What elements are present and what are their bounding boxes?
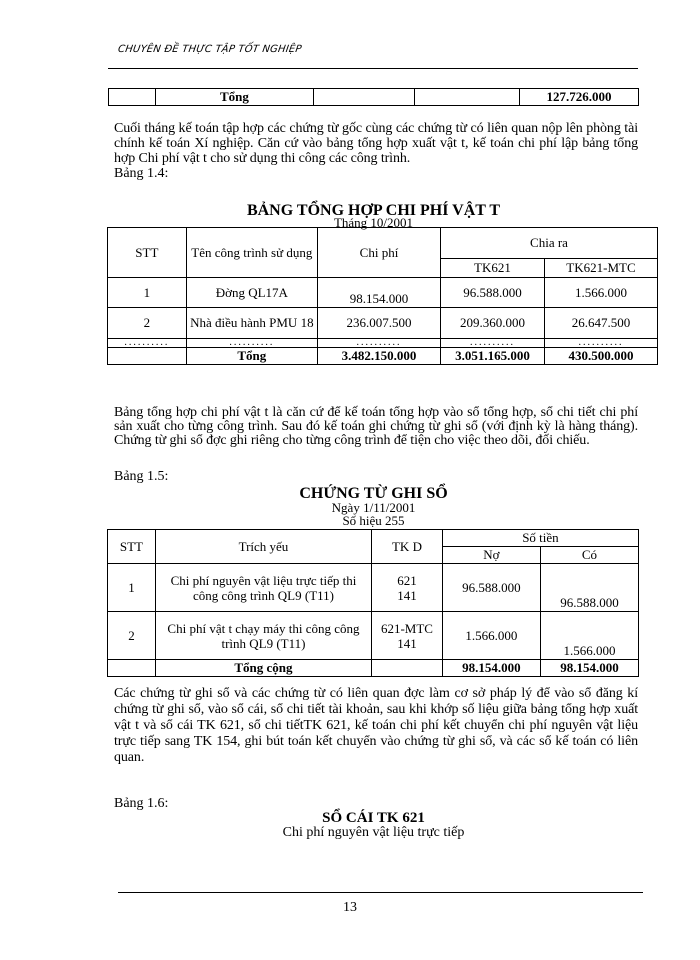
row-stt: 1 — [108, 564, 156, 612]
row-tk621: 96.588.000 — [441, 278, 545, 308]
table-row — [108, 278, 658, 308]
table-1-5 — [107, 529, 639, 677]
total-cost: 3.482.150.000 — [317, 348, 440, 365]
table-1-5-title: CHỨNG TỪ GHI SỔ — [299, 485, 448, 502]
header-stt: STT — [108, 228, 187, 278]
header-no: Nợ — [442, 547, 540, 564]
header-rule — [108, 68, 638, 69]
header-desc: Trích yếu — [155, 530, 371, 564]
dots-row — [108, 339, 658, 348]
page-header-title: CHUYÊN ĐỀ THỰC TẬP TỐT NGHIỆP — [117, 44, 303, 55]
row-cost: 98.154.000 — [317, 278, 440, 308]
total-label: Tổng — [186, 348, 317, 365]
dots-cell: .......... — [186, 339, 317, 348]
paragraph-1: Cuối tháng kế toán tập hợp các chứng từ gốc cùng các chứng từ có liên quan nộp lên phòng tài chính kế toán Xí nghiệp. Căn cứ vào bảng tổng hợp xuất vật t, kế toán chi phí lập bảng tổng hợp Chi phí vật t cho sử dụng thi công các công trình. — [114, 121, 638, 166]
total-row — [108, 660, 639, 677]
row-no: 96.588.000 — [442, 564, 540, 612]
header-co: Có — [540, 547, 638, 564]
row-no: 1.566.000 — [442, 612, 540, 660]
header-name: Tên công trình sử dụng — [186, 228, 317, 278]
caption-table-1-4: Bảng 1.4: — [114, 166, 169, 181]
row-stt: 1 — [108, 278, 187, 308]
total-label: Tổng cộng — [155, 660, 371, 677]
ledger-title: SỔ CÁI TK 621 — [322, 810, 425, 826]
dots-cell: .......... — [317, 339, 440, 348]
header-stt: STT — [108, 530, 156, 564]
row-co: 1.566.000 — [540, 612, 638, 660]
row-tk-b: 141 — [397, 635, 417, 651]
ledger-subtitle: Chi phí nguyên vật liệu trực tiếp — [282, 825, 465, 840]
header-tk621: TK621 — [441, 259, 545, 278]
table-1-4-title: BẢNG TỔNG HỢP CHI PHÍ VẬT T — [246, 202, 501, 219]
total-co: 98.154.000 — [540, 660, 638, 677]
table-1-5-date: Ngày 1/11/2001 — [331, 500, 416, 515]
dots-cell: .......... — [544, 339, 657, 348]
paragraph-3: Các chứng từ ghi sổ và các chứng từ có liên quan đợc làm cơ sở pháp lý để vào sổ đăng kí chứng từ ghi sổ, vào sổ cái, sổ chi tiết tài khoản, sau khi khớp số liệu giữa bảng tổng hợp xuất vật t và sổ cái TK 621, sổ chi tiếtTK 621, kế toán chi phí kết chuyển chi phí nguyên vật liệu trực tiếp sang TK 154, ghi bút toán kết chuyển vào chứng từ ghi sổ, và các sổ kế toán có liên quan. — [114, 686, 638, 765]
row-tk621: 209.360.000 — [441, 308, 545, 339]
footer-rule — [118, 892, 643, 893]
total-row — [108, 348, 658, 365]
row-tk621mtc: 1.566.000 — [544, 278, 657, 308]
row-tk-a: 621 — [397, 572, 417, 588]
caption-table-1-5: Bảng 1.5: — [114, 469, 169, 484]
row-tk — [372, 564, 443, 612]
row-desc: Chi phí nguyên vật liệu trực tiếp thi công công trình QL9 (T11) — [155, 564, 371, 612]
row-name: Nhà điều hành PMU 18 — [186, 308, 317, 339]
header-amount: Số tiền — [442, 530, 638, 547]
row-name: Đờng QL17A — [186, 278, 317, 308]
row-stt: 2 — [108, 612, 156, 660]
row-stt: 2 — [108, 308, 187, 339]
row-tk621mtc: 26.647.500 — [544, 308, 657, 339]
header-split: Chia ra — [441, 228, 658, 259]
top-total-label: Tổng — [156, 89, 313, 106]
paragraph-2: Bảng tổng hợp chi phí vật t là căn cứ để kế toán tổng hợp vào sổ tổng hợp, sổ chi tiết chi phí sản xuất cho từng công trình. Sau đó kế toán ghi chứng từ ghi sổ (với định kỳ là hàng tháng). Chứng từ ghi sổ đợc ghi riêng cho từng công trình để tiện cho việc theo dõi, đối chiếu. — [114, 405, 638, 448]
total-tk621: 3.051.165.000 — [441, 348, 545, 365]
table-1-4 — [107, 227, 658, 365]
row-tk-a: 621-MTC — [380, 620, 433, 636]
total-tk621mtc: 430.500.000 — [544, 348, 657, 365]
dots-cell: .......... — [108, 339, 187, 348]
row-cost: 236.007.500 — [317, 308, 440, 339]
row-desc: Chi phí vật t chạy máy thi công công trình QL9 (T11) — [155, 612, 371, 660]
header-tk621mtc: TK621-MTC — [544, 259, 657, 278]
top-total-value: 127.726.000 — [520, 89, 639, 106]
dots-cell: .......... — [441, 339, 545, 348]
total-no: 98.154.000 — [442, 660, 540, 677]
header-tkd: TK D — [372, 530, 443, 564]
row-tk-b: 141 — [397, 587, 417, 603]
table-1-4-subtitle: Tháng 10/2001 — [333, 215, 414, 230]
table-1-5-number: Số hiệu 255 — [342, 513, 405, 528]
table-row — [108, 564, 639, 612]
table-row — [108, 612, 639, 660]
row-co: 96.588.000 — [540, 564, 638, 612]
top-total-table — [108, 88, 639, 106]
page-number: 13 — [343, 900, 357, 915]
caption-table-1-6: Bảng 1.6: — [114, 796, 169, 811]
row-tk — [372, 612, 443, 660]
table-row — [108, 308, 658, 339]
header-cost: Chi phí — [317, 228, 440, 278]
